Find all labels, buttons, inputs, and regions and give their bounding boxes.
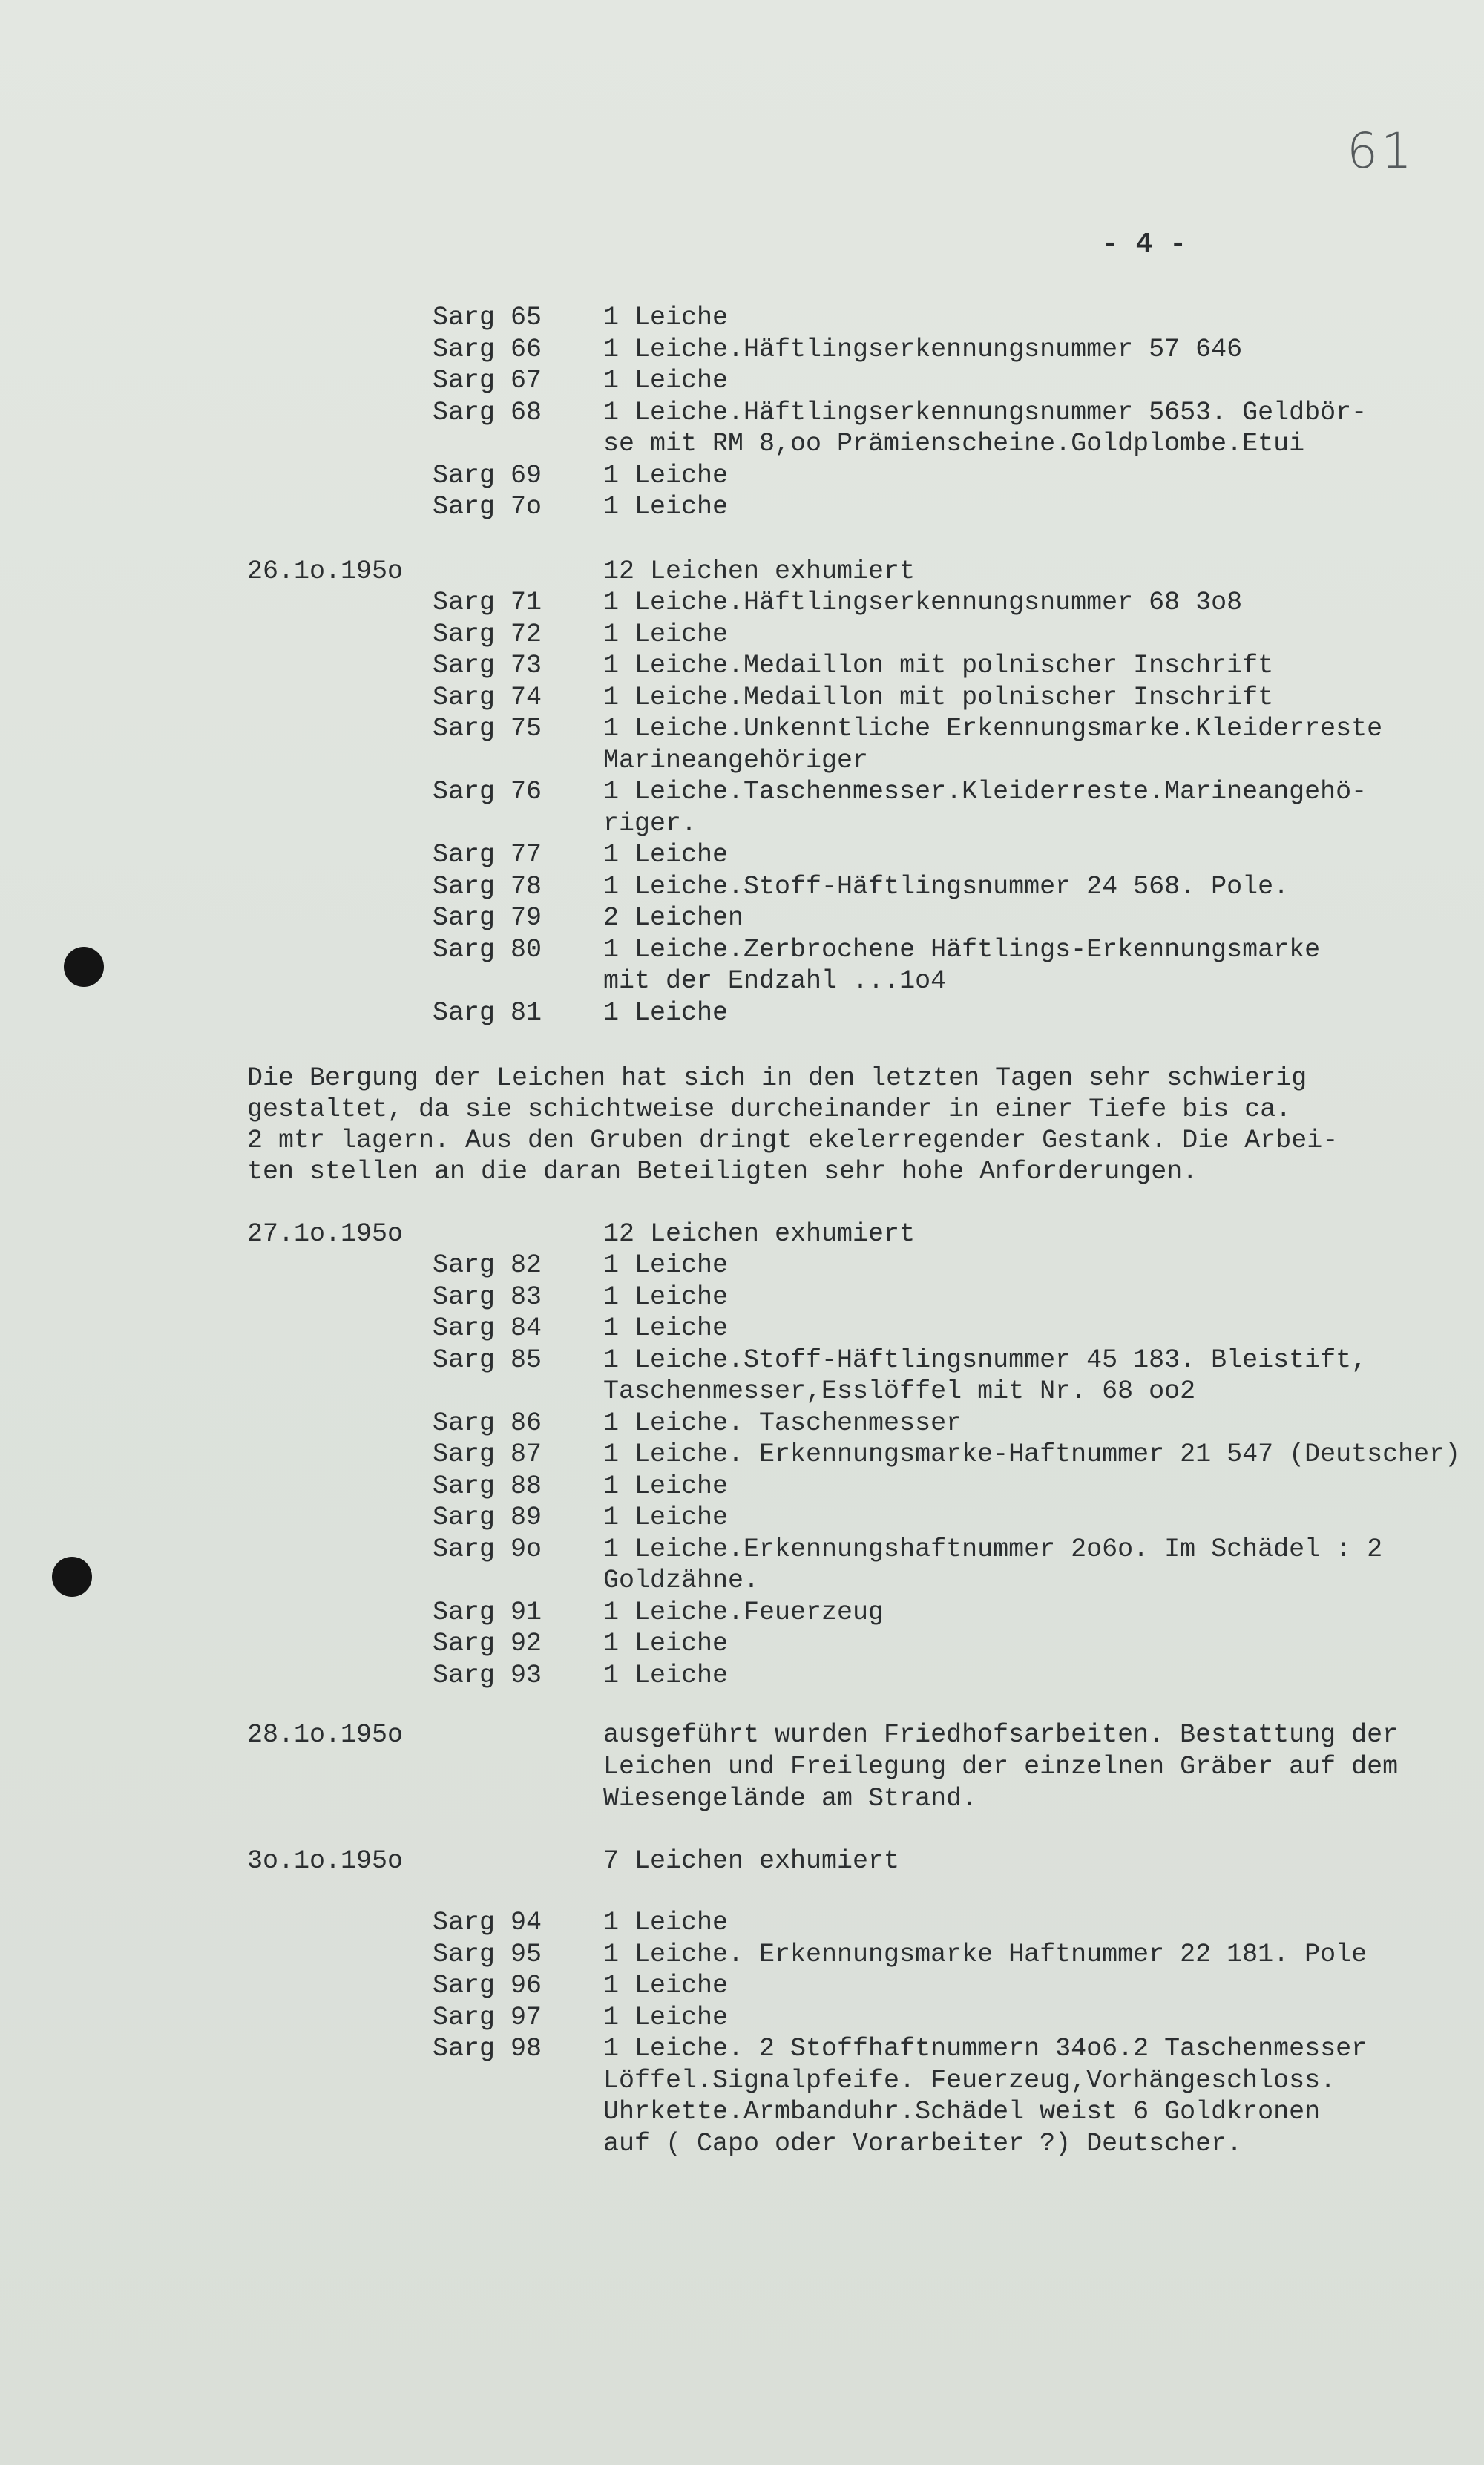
coffin-description: 1 Leiche.Feuerzeug — [603, 1597, 884, 1627]
coffin-description: 1 Leiche — [603, 997, 729, 1028]
punch-hole — [64, 947, 104, 987]
coffin-label: Sarg 87 — [433, 1440, 542, 1469]
coffin-description: riger. — [603, 808, 697, 838]
coffin-label: Sarg 72 — [433, 619, 542, 649]
coffin-label: Sarg 92 — [433, 1629, 542, 1658]
coffin-label: Sarg 94 — [433, 1908, 542, 1937]
coffin-description: se mit RM 8,oo Prämienscheine.Goldplombe.Etui — [603, 429, 1305, 459]
coffin-label: Sarg 82 — [433, 1250, 542, 1280]
coffin-description: 1 Leiche — [603, 1629, 729, 1658]
coffin-description: Goldzähne. — [603, 1566, 760, 1595]
coffin-description: mit der Endzahl ...1o4 — [603, 966, 947, 996]
paragraph-line: 2 mtr lagern. Aus den Gruben dringt ekelerregender Gestank. Die Arbei- — [247, 1126, 1339, 1155]
entry-date: 28.1o.195o — [247, 1720, 404, 1750]
coffin-description: auf ( Capo oder Vorarbeiter ?) Deutscher. — [603, 2128, 1243, 2159]
coffin-label: Sarg 88 — [433, 1471, 542, 1501]
coffin-description: 1 Leiche.Medaillon mit polnischer Inschrift — [603, 651, 1274, 680]
section-heading: 12 Leichen exhumiert — [603, 1219, 916, 1249]
coffin-label: Sarg 7o — [433, 492, 542, 522]
coffin-description: 1 Leiche — [603, 1908, 729, 1937]
coffin-label: Sarg 67 — [433, 366, 542, 395]
coffin-label: Sarg 73 — [433, 651, 542, 680]
coffin-description: 1 Leiche.Zerbrochene Häftlings-Erkennungsmarke — [603, 934, 1321, 965]
coffin-description: 1 Leiche.Häftlingserkennungsnummer 5653. Geldbör- — [603, 397, 1368, 427]
coffin-label: Sarg 95 — [433, 1939, 542, 1969]
section-heading: 7 Leichen exhumiert — [603, 1846, 900, 1876]
coffin-label: Sarg 68 — [433, 397, 542, 427]
coffin-description: 1 Leiche.Erkennungshaftnummer 2o6o. Im Schädel : 2 — [603, 1534, 1383, 1564]
coffin-description: Löffel.Signalpfeife. Feuerzeug,Vorhängeschloss. — [603, 2065, 1336, 2095]
coffin-description: 1 Leiche. Erkennungsmarke-Haftnummer 21 547 (Deutscher) — [603, 1440, 1461, 1469]
coffin-description: 1 Leiche.Medaillon mit polnischer Inschrift — [603, 682, 1274, 712]
punch-hole — [52, 1557, 92, 1597]
coffin-description: 1 Leiche — [603, 1313, 729, 1343]
page-number: - 4 - — [1102, 229, 1187, 260]
coffin-description: 2 Leichen — [603, 903, 744, 933]
coffin-description: 1 Leiche — [603, 1971, 729, 2000]
coffin-label: Sarg 77 — [433, 840, 542, 870]
entry-date: 26.1o.195o — [247, 557, 404, 586]
entry-date: 27.1o.195o — [247, 1219, 404, 1249]
coffin-label: Sarg 83 — [433, 1281, 542, 1312]
coffin-label: Sarg 89 — [433, 1503, 542, 1532]
coffin-label: Sarg 79 — [433, 903, 542, 933]
coffin-description: 1 Leiche.Stoff-Häftlingsnummer 24 568. Pole. — [603, 871, 1290, 902]
paragraph-line: Die Bergung der Leichen hat sich in den letzten Tagen sehr schwierig — [247, 1063, 1307, 1093]
coffin-description: 1 Leiche — [603, 366, 729, 395]
coffin-description: 1 Leiche — [603, 1250, 729, 1280]
coffin-description: 1 Leiche.Unkenntliche Erkennungsmarke.Kleiderreste — [603, 714, 1383, 744]
paragraph-line: gestaltet, da sie schichtweise durcheinander in einer Tiefe bis ca. — [247, 1094, 1292, 1124]
work-description: ausgeführt wurden Friedhofsarbeiten. Bestattung der — [603, 1720, 1399, 1750]
coffin-label: Sarg 78 — [433, 871, 542, 902]
coffin-label: Sarg 69 — [433, 460, 542, 490]
coffin-description: 1 Leiche — [603, 619, 729, 649]
coffin-label: Sarg 76 — [433, 777, 542, 807]
paragraph-line: ten stellen an die daran Beteiligten sehr hohe Anforderungen. — [247, 1157, 1198, 1186]
coffin-description: 1 Leiche — [603, 460, 729, 490]
coffin-description: Marineangehöriger — [603, 745, 869, 775]
coffin-label: Sarg 65 — [433, 303, 542, 332]
coffin-description: 1 Leiche — [603, 1660, 729, 1690]
coffin-description: 1 Leiche — [603, 2002, 729, 2032]
work-description: Wiesengelände am Strand. — [603, 1784, 978, 1814]
coffin-description: 1 Leiche.Taschenmesser.Kleiderreste.Marineangehö- — [603, 777, 1368, 807]
work-description: Leichen und Freilegung der einzelnen Gräber auf dem — [603, 1752, 1399, 1782]
coffin-label: Sarg 97 — [433, 2002, 542, 2032]
coffin-description: 1 Leiche — [603, 303, 729, 332]
folio-number: 61 — [1347, 122, 1415, 180]
coffin-description: 1 Leiche. Erkennungsmarke Haftnummer 22 181. Pole — [603, 1939, 1368, 1969]
coffin-description: 1 Leiche — [603, 1503, 729, 1532]
coffin-label: Sarg 74 — [433, 682, 542, 712]
coffin-label: Sarg 91 — [433, 1597, 542, 1627]
section-heading: 12 Leichen exhumiert — [603, 557, 916, 586]
coffin-description: 1 Leiche — [603, 1281, 729, 1312]
coffin-label: Sarg 86 — [433, 1408, 542, 1438]
coffin-description: 1 Leiche. Taschenmesser — [603, 1408, 962, 1438]
entry-date: 3o.1o.195o — [247, 1846, 404, 1876]
coffin-label: Sarg 84 — [433, 1313, 542, 1343]
coffin-description: 1 Leiche — [603, 1471, 729, 1501]
coffin-label: Sarg 75 — [433, 714, 542, 744]
coffin-label: Sarg 81 — [433, 997, 542, 1028]
coffin-label: Sarg 96 — [433, 1971, 542, 2000]
coffin-label: Sarg 85 — [433, 1345, 542, 1375]
coffin-description: 1 Leiche — [603, 492, 729, 522]
coffin-label: Sarg 98 — [433, 2034, 542, 2064]
coffin-label: Sarg 93 — [433, 1660, 542, 1690]
coffin-description: 1 Leiche.Häftlingserkennungsnummer 68 3o8 — [603, 588, 1243, 617]
coffin-label: Sarg 71 — [433, 588, 542, 617]
coffin-description: 1 Leiche.Häftlingserkennungsnummer 57 646 — [603, 334, 1243, 364]
coffin-label: Sarg 66 — [433, 334, 542, 364]
coffin-description: 1 Leiche. 2 Stoffhaftnummern 34o6.2 Taschenmesser — [603, 2034, 1368, 2064]
coffin-description: 1 Leiche — [603, 840, 729, 870]
coffin-description: 1 Leiche.Stoff-Häftlingsnummer 45 183. Bleistift, — [603, 1345, 1368, 1375]
coffin-description: Taschenmesser,Esslöffel mit Nr. 68 oo2 — [603, 1376, 1196, 1406]
coffin-label: Sarg 9o — [433, 1534, 542, 1564]
coffin-label: Sarg 80 — [433, 934, 542, 965]
coffin-description: Uhrkette.Armbanduhr.Schädel weist 6 Goldkronen — [603, 2097, 1321, 2127]
